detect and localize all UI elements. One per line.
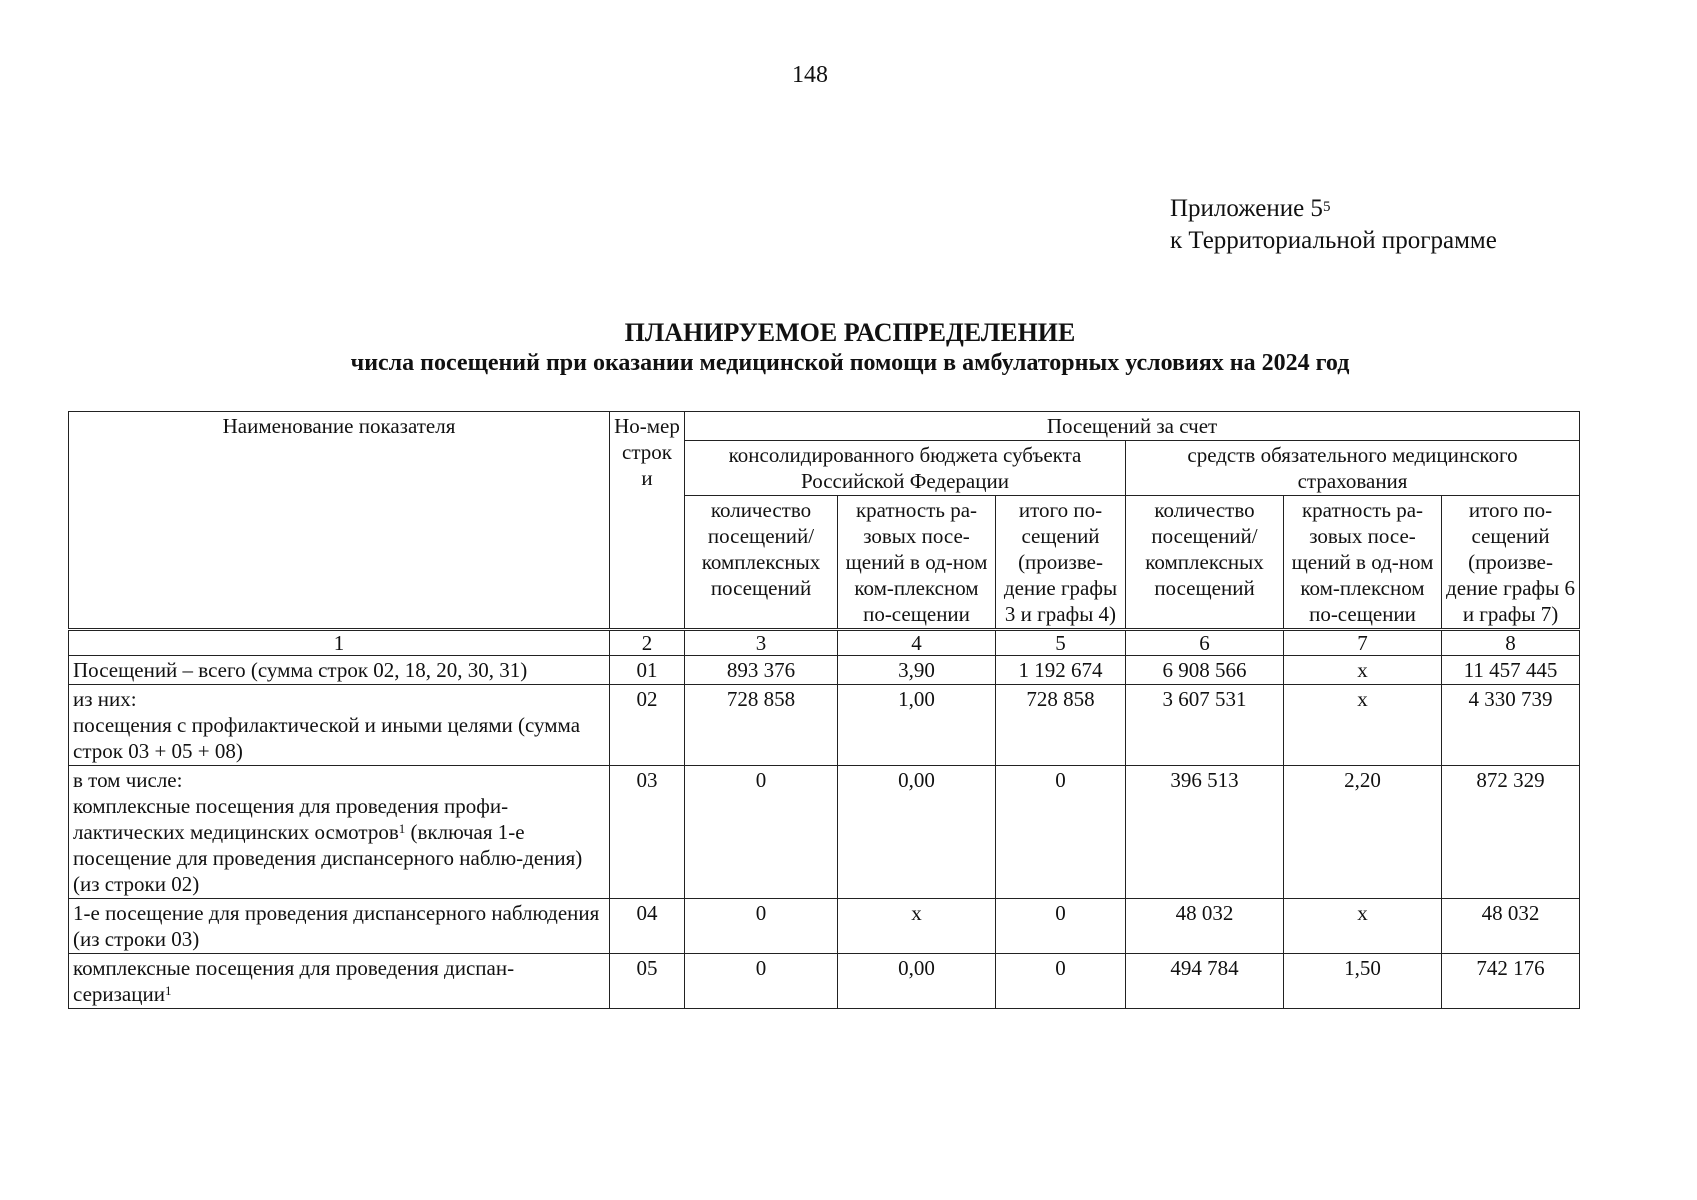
header-group-budget: консолидированного бюджета субъекта Российской Федерации — [685, 441, 1126, 496]
footnote-marker: 1 — [164, 983, 172, 998]
column-number: 1 — [69, 630, 610, 656]
column-number: 2 — [610, 630, 685, 656]
cell-value: 1,00 — [838, 685, 996, 766]
header-sub-7: кратность ра-зовых посе-щений в од-ном ком-плексном по-сещении — [1284, 496, 1442, 630]
header-name: Наименование показателя — [69, 412, 610, 630]
table-row — [69, 685, 1580, 766]
cell-value: 1,50 — [1284, 954, 1442, 1009]
row-number: 02 — [610, 685, 685, 766]
row-name — [69, 899, 610, 954]
cell-value: 494 784 — [1126, 954, 1284, 1009]
header-visits-by: Посещений за счет — [685, 412, 1580, 441]
cell-value: 2,20 — [1284, 766, 1442, 899]
header-sub-4: кратность ра-зовых посе-щений в од-ном ком-плексном по-сещении — [838, 496, 996, 630]
cell-value: 3 607 531 — [1126, 685, 1284, 766]
header-sub-3: количество посещений/ комплексных посещений — [685, 496, 838, 630]
row-name-line: Посещений – всего (сумма строк 02, 18, 20, 30, 31) — [73, 658, 528, 682]
cell-value: 872 329 — [1442, 766, 1580, 899]
row-name-line: из них: — [73, 687, 137, 711]
header-sub-5: итого по-сещений (произве-дение графы 3 и графы 4) — [996, 496, 1126, 630]
cell-value: 728 858 — [996, 685, 1126, 766]
appendix-superscript: 5 — [1322, 199, 1331, 215]
title-line-1: ПЛАНИРУЕМОЕ РАСПРЕДЕЛЕНИЕ — [624, 318, 1076, 347]
cell-value: 0,00 — [838, 954, 996, 1009]
header-sub-8: итого по-сещений (произве-дение графы 6 и графы 7) — [1442, 496, 1580, 630]
row-number: 03 — [610, 766, 685, 899]
column-numbers-row — [69, 630, 1580, 656]
column-number: 6 — [1126, 630, 1284, 656]
visits-table — [68, 411, 1580, 1009]
cell-value: 6 908 566 — [1126, 656, 1284, 685]
appendix-line-2: к Территориальной программе — [1170, 227, 1497, 254]
cell-value: х — [1284, 899, 1442, 954]
cell-value: 48 032 — [1126, 899, 1284, 954]
cell-value: 0 — [996, 954, 1126, 1009]
header-group-oms: средств обязательного медицинского страхования — [1126, 441, 1580, 496]
cell-value: 1 192 674 — [996, 656, 1126, 685]
cell-value: 3,90 — [838, 656, 996, 685]
table-row — [69, 899, 1580, 954]
cell-value: х — [1284, 685, 1442, 766]
header-sub-6: количество посещений/ комплексных посещений — [1126, 496, 1284, 630]
column-number: 8 — [1442, 630, 1580, 656]
column-number: 4 — [838, 630, 996, 656]
appendix-line-1: Приложение 5 — [1170, 195, 1323, 222]
row-name-line: в том числе: — [73, 768, 183, 792]
cell-value: 0 — [996, 899, 1126, 954]
cell-value: 0 — [685, 766, 838, 899]
row-name — [69, 766, 610, 899]
title-line-2: числа посещений при оказании медицинской помощи в амбулаторных условиях на 2024 год — [350, 350, 1350, 376]
row-name-line: 1-е посещение для проведения диспансерного наблюдения (из строки 03) — [73, 901, 600, 951]
row-name-line: комплексные посещения для проведения диспан-серизации — [73, 956, 515, 1006]
row-number: 05 — [610, 954, 685, 1009]
header-row-number: Но-мер строк и — [610, 412, 685, 630]
row-number: 04 — [610, 899, 685, 954]
cell-value: х — [838, 899, 996, 954]
cell-value: 0 — [685, 954, 838, 1009]
row-name — [69, 685, 610, 766]
table-row — [69, 656, 1580, 685]
row-name — [69, 954, 610, 1009]
row-name-tail: (включая 1-е посещение для проведения диспансерного наблю-дения) (из строки 02) — [73, 820, 583, 896]
table-row — [69, 954, 1580, 1009]
row-number: 01 — [610, 656, 685, 685]
cell-value: 742 176 — [1442, 954, 1580, 1009]
row-name — [69, 656, 610, 685]
table-row — [69, 766, 1580, 899]
page-number: 148 — [792, 62, 828, 88]
cell-value: 11 457 445 — [1442, 656, 1580, 685]
cell-value: 893 376 — [685, 656, 838, 685]
column-number: 5 — [996, 630, 1126, 656]
cell-value: 48 032 — [1442, 899, 1580, 954]
cell-value: 728 858 — [685, 685, 838, 766]
cell-value: 4 330 739 — [1442, 685, 1580, 766]
cell-value: 0 — [685, 899, 838, 954]
table-header — [69, 412, 1580, 656]
cell-value: 0 — [996, 766, 1126, 899]
footnote-marker: 1 — [398, 821, 406, 836]
appendix-heading — [1170, 193, 1497, 257]
row-name-line: комплексные посещения для проведения профи-лактических медицинских осмотров — [73, 794, 509, 844]
column-number: 3 — [685, 630, 838, 656]
column-number: 7 — [1284, 630, 1442, 656]
cell-value: х — [1284, 656, 1442, 685]
cell-value: 396 513 — [1126, 766, 1284, 899]
table-body — [69, 656, 1580, 1009]
row-name-line: посещения с профилактической и иными целями (сумма строк 03 + 05 + 08) — [73, 713, 581, 763]
document-title — [0, 318, 1697, 378]
cell-value: 0,00 — [838, 766, 996, 899]
